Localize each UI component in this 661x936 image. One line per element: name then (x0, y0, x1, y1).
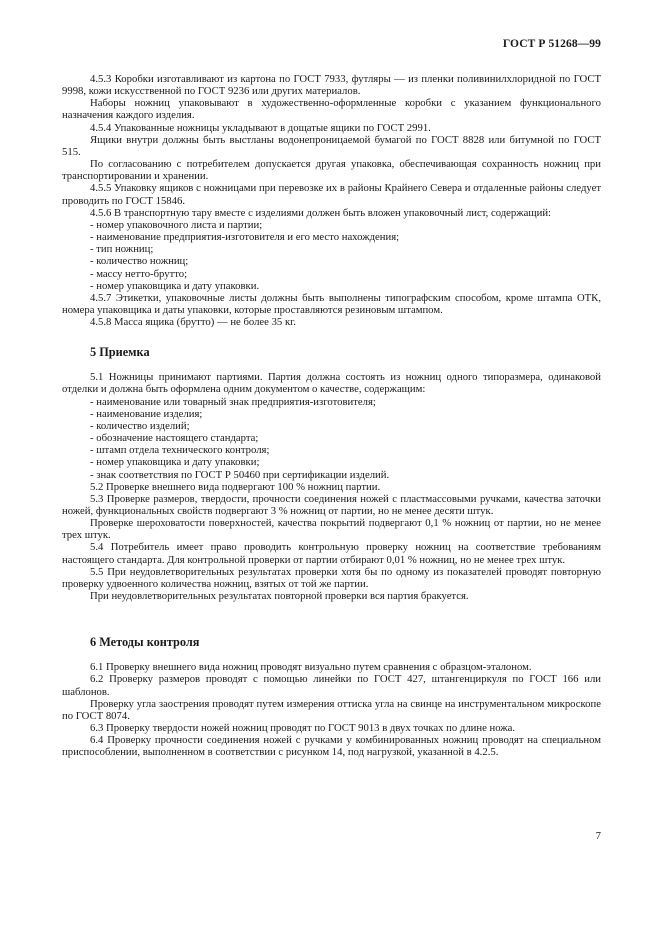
paragraph-4-5-8: 4.5.8 Масса ящика (брутто) — не более 35 кг. (90, 316, 296, 329)
list-item: - наименование изделия; (90, 407, 203, 420)
paragraph-5-5: 5.5 При неудовлетворительных результатах проверки хотя бы по одному из показателей проводят повторную проверку удвоенного количества ножниц, взятых от той же партии. (62, 565, 601, 590)
list-item: - номер упаковочного листа и партии; (90, 218, 263, 231)
list-item: - штамп отдела технического контроля; (90, 444, 270, 457)
paragraph-sets: Наборы ножниц упаковывают в художественно-оформленные коробки с указанием функционального назначения каждого изделия. (62, 97, 601, 122)
list-item: - номер упаковщика и дату упаковки; (90, 456, 260, 469)
document-body (62, 73, 601, 759)
paragraph-6-2: 6.2 Проверку размеров проводят с помощью линейки по ГОСТ 427, штангенциркуля по ГОСТ 166 или шаблонов. (62, 673, 601, 698)
paragraph-5-2: 5.2 Проверке внешнего вида подвергают 100 % ножниц партии. (90, 480, 381, 493)
list-item: - количество изделий; (90, 419, 190, 432)
standard-header: ГОСТ Р 51268—99 (502, 38, 601, 50)
paragraph-reject: При неудовлетворительных результатах повторной проверки вся партия бракуется. (90, 590, 469, 603)
paragraph-4-5-7: 4.5.7 Этикетки, упаковочные листы должны быть выполнены типографским способом, кроме штампа ОТК, номера упаковщика и даты упаковки, которые проставляются резиновым штампом. (62, 291, 601, 316)
page-number: 7 (595, 830, 601, 842)
paragraph-5-4: 5.4 Потребитель имеет право проводить контрольную проверку ножниц на соответствие требованиям настоящего стандарта. Для контрольной проверки от партии отбирают 0,01 % ножниц, но не менее трех штук. (62, 541, 601, 566)
paragraph-4-5-5: 4.5.5 Упаковку ящиков с ножницами при перевозке их в районы Крайнего Севера и отдаленные районы следует проводить по ГОСТ 15846. (62, 182, 601, 207)
list-item: - количество ножниц; (90, 255, 189, 268)
paragraph-5-3: 5.3 Проверке размеров, твердости, прочности соединения ножей с пластмассовыми ручками, качества заточки ножей, функциональных свойств подвергают 3 % ножниц от партии, но не менее десяти штук. (62, 492, 601, 517)
paragraph-4-5-6: 4.5.6 В транспортную тару вместе с изделиями должен быть вложен упаковочный лист, содержащий: (90, 206, 552, 219)
paragraph-6-3: 6.3 Проверку твердости ножей ножниц проводят по ГОСТ 9013 в двух точках по длине ножа. (90, 722, 516, 735)
list-item: - массу нетто-брутто; (90, 267, 188, 280)
list-item: - наименование предприятия-изготовителя и его место нахождения; (90, 231, 400, 244)
paragraph-other-packing: По согласованию с потребителем допускается другая упаковка, обеспечивающая сохранность ножниц при транспортировании и хранении. (62, 158, 601, 183)
list-item: - тип ножниц; (90, 243, 154, 256)
paragraph-roughness: Проверке шероховатости поверхностей, качества покрытий подвергают 0,1 % ножниц от партии, но не менее трех штук. (62, 517, 601, 542)
paragraph-boxes-lining: Ящики внутри должны быть выстланы водонепроницаемой бумагой по ГОСТ 8828 или битумной по ГОСТ 515. (62, 133, 601, 158)
list-item: - обозначение настоящего стандарта; (90, 432, 259, 445)
section-heading-control-methods: 6 Методы контроля (90, 635, 200, 650)
paragraph-4-5-4: 4.5.4 Упакованные ножницы укладывают в дощатые ящики по ГОСТ 2991. (90, 121, 431, 134)
paragraph-6-4: 6.4 Проверку прочности соединения ножей с ручками у комбинированных ножниц проводят на специальном приспособлении, выполненном в соответствии с рисунком 14, под нагрузкой, указанной в 4.2.5. (62, 734, 601, 759)
paragraph-angle: Проверку угла заострения проводят путем измерения оттиска угла на свинце на инструментальном микроскопе по ГОСТ 8074. (62, 697, 601, 722)
list-item: - наименование или товарный знак предприятия-изготовителя; (90, 395, 376, 408)
paragraph-6-1: 6.1 Проверку внешнего вида ножниц проводят визуально путем сравнения с образцом-эталоном. (90, 661, 532, 674)
section-heading-acceptance: 5 Приемка (90, 345, 150, 360)
list-item: - номер упаковщика и дату упаковки. (90, 279, 260, 292)
paragraph-4-5-3: 4.5.3 Коробки изготавливают из картона по ГОСТ 7933, футляры — из пленки поливинилхлоридной по ГОСТ 9998, кожи искусственной по ГОСТ 9236 или других материалов. (62, 73, 601, 98)
paragraph-5-1: 5.1 Ножницы принимают партиями. Партия должна состоять из ножниц одного типоразмера, одинаковой отделки и должна быть оформлена одним документом о качестве, содержащим: (62, 371, 601, 396)
list-item: - знак соответствия по ГОСТ Р 50460 при сертификации изделий. (90, 468, 390, 481)
